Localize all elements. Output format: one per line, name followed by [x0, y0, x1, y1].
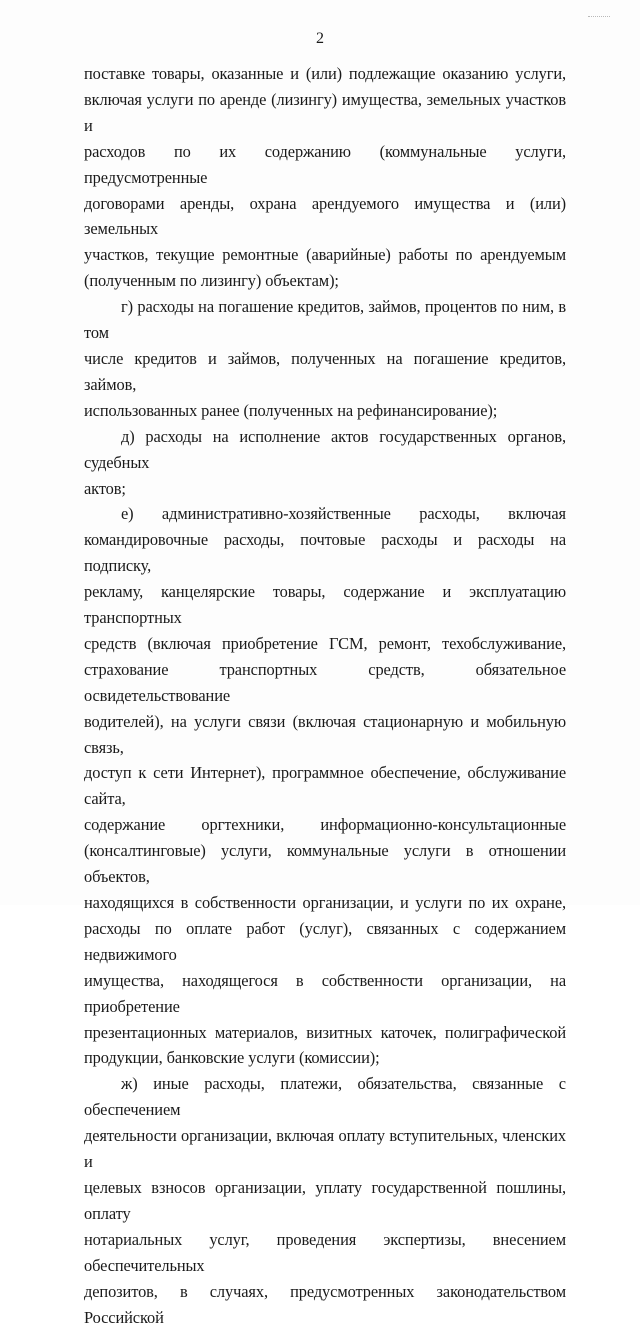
text-line: имущества, находящегося в собственности организации, на приобретение: [84, 970, 566, 1016]
text-line: е) административно-хозяйственные расходы, включая: [121, 504, 566, 524]
text-line: актов;: [84, 478, 126, 498]
text-line: (консалтинговые) услуги, коммунальные услуги в отношении объектов,: [84, 841, 566, 887]
text-line: ж) иные расходы, платежи, обязательства, связанные с обеспечением: [84, 1074, 566, 1120]
text-line: договорами аренды, охрана арендуемого имущества и (или) земельных: [84, 193, 566, 239]
text-line: использованных ранее (полученных на рефинансирование);: [84, 400, 498, 420]
text-line: деятельности организации, включая оплату вступительных, членских и: [84, 1126, 566, 1172]
text-line: командировочные расходы, почтовые расходы и расходы на подписку,: [84, 530, 566, 576]
text-line: презентационных материалов, визитных каточек, полиграфической: [84, 1022, 566, 1042]
text-line: поставке товары, оказанные и (или) подлежащие оказанию услуги,: [84, 64, 566, 83]
text-line: доступ к сети Интернет), программное обеспечение, обслуживание сайта,: [84, 763, 566, 809]
text-line: содержание оргтехники, информационно-консультационные: [84, 815, 566, 835]
text-line: депозитов, в случаях, предусмотренных законодательством Российской: [84, 1281, 566, 1327]
text-line: продукции, банковские услуги (комиссии);: [84, 1048, 380, 1068]
text-line: страхование транспортных средств, обязательное освидетельствование: [84, 659, 566, 705]
text-line: средств (включая приобретение ГСМ, ремонт, техобслуживание,: [84, 633, 566, 653]
scan-corner-mark: [588, 16, 610, 25]
document-body: [84, 61, 566, 1330]
text-line: г) расходы на погашение кредитов, займов, процентов по ним, в том: [84, 297, 566, 343]
text-line: (полученным по лизингу) объектам);: [84, 271, 339, 291]
text-line: д) расходы на исполнение актов государственных органов, судебных: [84, 426, 566, 472]
text-line: целевых взносов организации, уплату государственной пошлины, оплату: [84, 1177, 566, 1223]
text-line: участков, текущие ремонтные (аварийные) работы по арендуемым: [84, 245, 566, 265]
text-line: находящихся в собственности организации, и услуги по их охране,: [84, 893, 566, 912]
page-number: 2: [316, 30, 324, 47]
text-line: рекламу, канцелярские товары, содержание и эксплуатацию транспортных: [84, 582, 566, 628]
text-line: включая услуги по аренде (лизингу) имущества, земельных участков и: [84, 89, 566, 135]
text-line: числе кредитов и займов, полученных на погашение кредитов, займов,: [84, 348, 566, 394]
text-line: расходов по их содержанию (коммунальные услуги, предусмотренные: [84, 141, 566, 187]
text-line: водителей), на услуги связи (включая стационарную и мобильную связь,: [84, 711, 566, 757]
text-line: нотариальных услуг, проведения экспертизы, внесением обеспечительных: [84, 1229, 566, 1275]
text-line: расходы по оплате работ (услуг), связанных с содержанием недвижимого: [84, 918, 566, 964]
